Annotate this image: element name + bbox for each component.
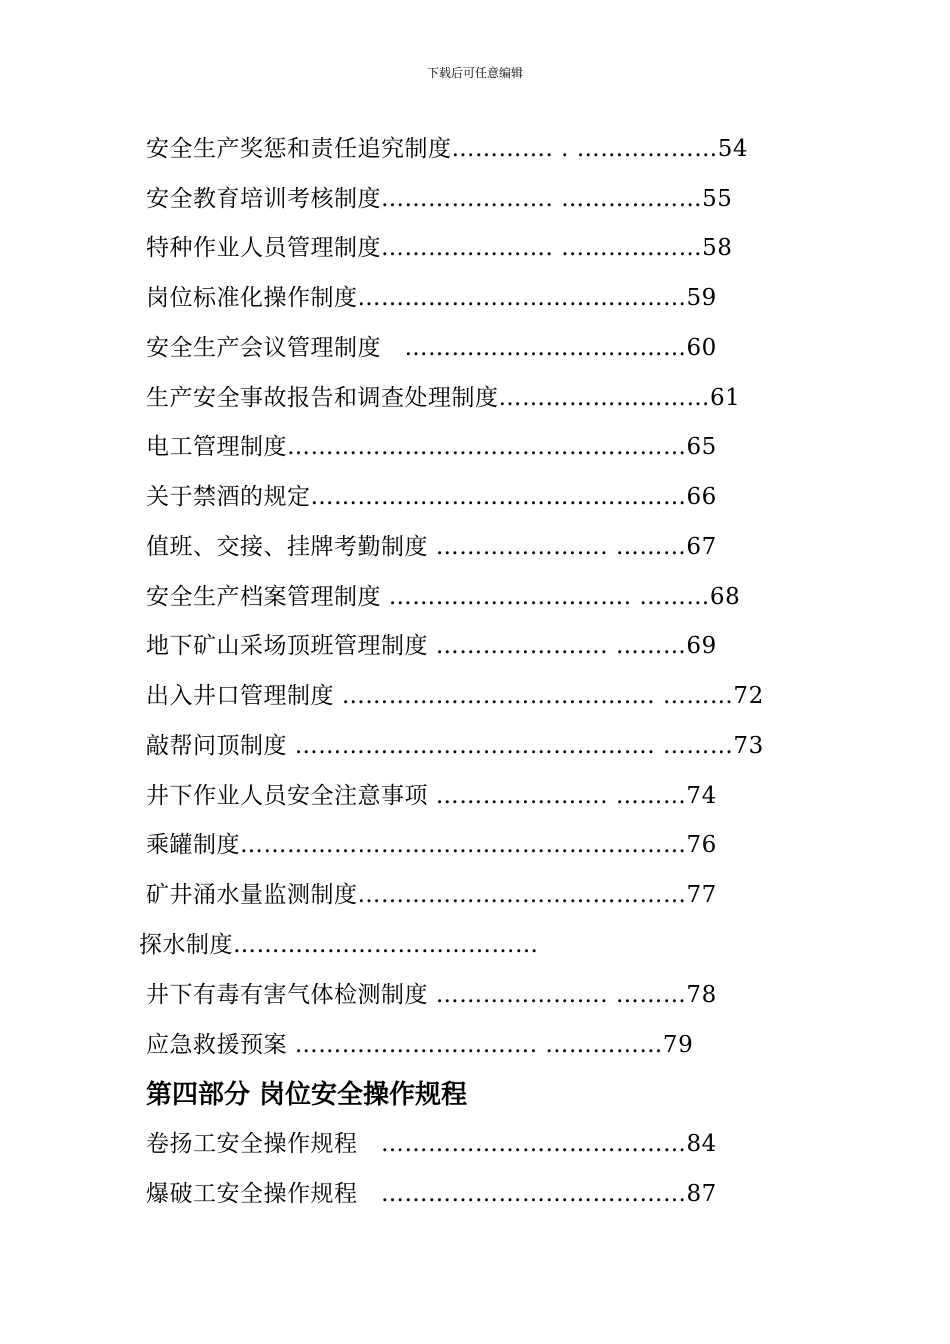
toc-entry[interactable]: 井下作业人员安全注意事项 …………………. ………74: [146, 783, 717, 809]
page-header: 下载后可任意编辑: [426, 66, 523, 80]
toc-entry[interactable]: 安全生产会议管理制度 ………………………………60: [146, 335, 717, 361]
toc-entry[interactable]: 安全生产档案管理制度 …………………………. ………68: [146, 584, 741, 610]
toc-entry[interactable]: 爆破工安全操作规程 …………………………………87: [146, 1181, 717, 1207]
toc-entry[interactable]: 井下有毒有害气体检测制度 …………………. ………78: [146, 982, 717, 1008]
toc-entry[interactable]: 安全生产奖惩和责任追究制度…………. . ………………54: [146, 136, 749, 162]
toc-entry[interactable]: 关于禁酒的规定…………………………………………66: [146, 484, 717, 510]
toc-entry[interactable]: 乘罐制度…………………………………………………76: [146, 832, 717, 858]
toc-entry[interactable]: 矿井涌水量监测制度……………………………………77: [146, 882, 717, 908]
toc-entry[interactable]: 探水制度…………………………………: [139, 932, 539, 958]
toc-entry[interactable]: 应急救援预案 …………………………. ……………79: [146, 1032, 694, 1058]
toc-entry[interactable]: 电工管理制度……………………………………………65: [146, 434, 717, 460]
toc-entry[interactable]: 出入井口管理制度 …………………………………. ………72: [146, 683, 764, 709]
toc-entry[interactable]: 安全教育培训考核制度…………………. ………………55: [146, 186, 733, 212]
section-heading[interactable]: 第四部分 岗位安全操作规程: [146, 1080, 468, 1110]
toc-entry[interactable]: 地下矿山采场顶班管理制度 …………………. ………69: [146, 633, 717, 659]
toc-entry[interactable]: 值班、交接、挂牌考勤制度 …………………. ………67: [146, 534, 717, 560]
toc-entry[interactable]: 生产安全事故报告和调查处理制度………………………61: [146, 385, 741, 411]
toc-entry[interactable]: 敲帮问顶制度 ………………………………………. ………73: [146, 733, 764, 759]
toc-entry[interactable]: 岗位标准化操作制度……………………………………59: [146, 285, 717, 311]
toc-entry[interactable]: 特种作业人员管理制度…………………. ………………58: [146, 235, 733, 261]
toc-entry[interactable]: 卷扬工安全操作规程 …………………………………84: [146, 1131, 717, 1157]
